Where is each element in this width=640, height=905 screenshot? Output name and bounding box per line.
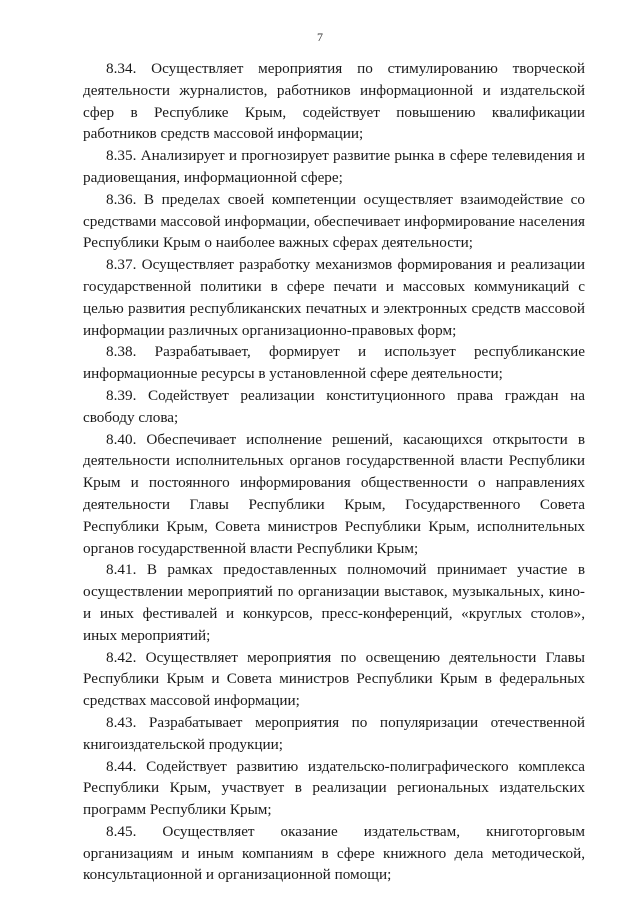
paragraph-8-35: 8.35. Анализирует и прогнозирует развитие рынка в сфере телевидения и радиовещания, информационной сфере;	[83, 147, 585, 186]
paragraph-8-34: 8.34. Осуществляет мероприятия по стимулированию творческой деятельности журналистов, работников информационной и издательской сфер в Республике Крым, содействует повышению квалификации работников средств массовой информации;	[83, 60, 585, 143]
document-body	[83, 58, 585, 886]
paragraph-8-44: 8.44. Содействует развитию издательско-полиграфического комплекса Республики Крым, участвует в реализации региональных издательских программ Республики Крым;	[83, 757, 585, 819]
paragraph-8-37: 8.37. Осуществляет разработку механизмов формирования и реализации государственной политики в сфере печати и массовых коммуникаций с целью развития республиканских печатных и электронных средств массовой информации различных организационно-правовых форм;	[83, 256, 585, 339]
paragraph-8-41: 8.41. В рамках предоставленных полномочий принимает участие в осуществлении мероприятий по организации выставок, музыкальных, кино- и иных фестивалей и конкурсов, пресс-конференций, «круглых столов», иных мероприятий;	[83, 561, 585, 644]
paragraph-8-39: 8.39. Содействует реализации конституционного права граждан на свободу слова;	[83, 386, 585, 426]
paragraph-8-40: 8.40. Обеспечивает исполнение решений, касающихся открытости в деятельности исполнительных органов государственной власти Республики Крым и постоянного информирования общественности о направлениях деятельности Главы Республики Крым, Государственного Совета Республики Крым, Совета министров Республики Крым, исполнительных органов государственной власти Республики Крым;	[83, 430, 585, 557]
paragraph-8-45: 8.45. Осуществляет оказание издательствам, книготорговым организациям и иным компаниям в сфере книжного дела методической, консультационной и организационной помощи;	[83, 822, 585, 884]
paragraph-8-42: 8.42. Осуществляет мероприятия по освещению деятельности Главы Республики Крым и Совета министров Республики Крым в федеральных средствах массовой информации;	[83, 648, 585, 710]
paragraph-8-36: 8.36. В пределах своей компетенции осуществляет взаимодействие со средствами массовой информации, обеспечивает информирование населения Республики Крым о наиболее важных сферах деятельности;	[83, 190, 585, 252]
paragraph-8-38: 8.38. Разрабатывает, формирует и использует республиканские информационные ресурсы в установленной сфере деятельности;	[83, 343, 585, 383]
paragraph-8-43: 8.43. Разрабатывает мероприятия по популяризации отечественной книгоиздательской продукции;	[83, 713, 585, 753]
page-number: 7	[317, 30, 323, 44]
